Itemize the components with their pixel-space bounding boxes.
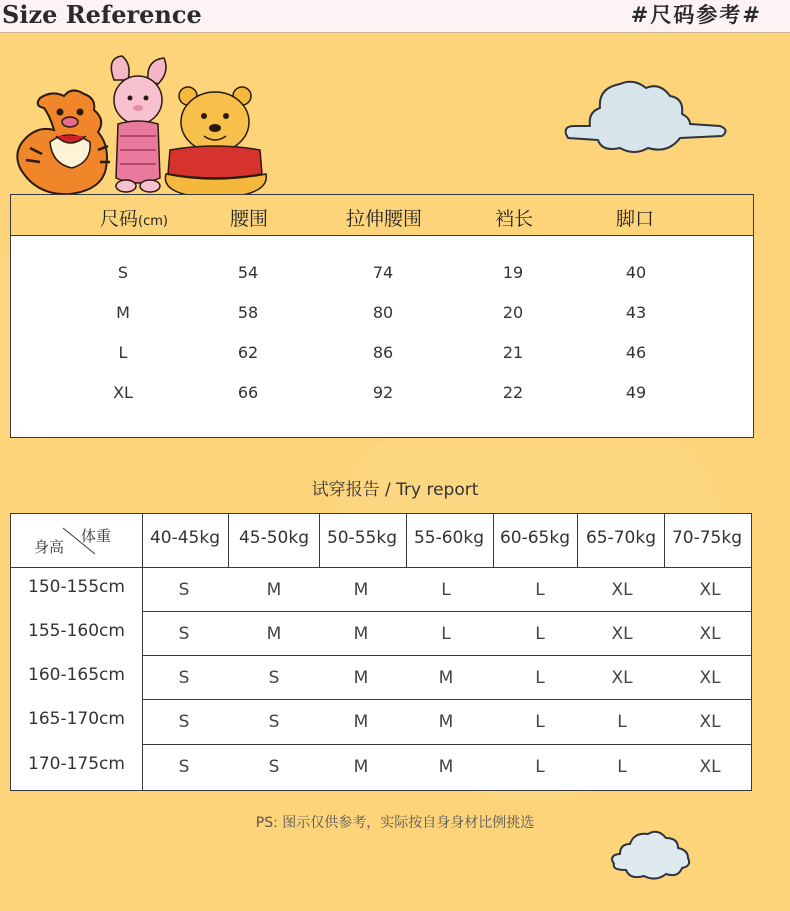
try-report-cn: 试穿报告 bbox=[311, 480, 380, 500]
size-recommendation-cell: S bbox=[178, 757, 190, 777]
size-table bbox=[10, 194, 754, 438]
try-report-title bbox=[0, 475, 790, 500]
hem-header: 脚口 bbox=[615, 208, 655, 230]
mascots-illustration bbox=[10, 50, 280, 202]
grid-line bbox=[142, 744, 751, 745]
size-recommendation-cell: L bbox=[535, 624, 545, 644]
grid-line bbox=[142, 611, 751, 612]
weight-header: 65-70kg bbox=[585, 528, 657, 548]
fit-table bbox=[10, 513, 752, 791]
size-recommendation-cell: M bbox=[438, 712, 454, 732]
grid-line bbox=[142, 655, 751, 656]
grid-line bbox=[142, 514, 143, 567]
grid-line bbox=[577, 514, 578, 567]
size-recommendation-cell: L bbox=[441, 580, 451, 600]
pooh-illustration bbox=[165, 87, 266, 198]
height-label: 155-160cm bbox=[28, 621, 125, 641]
size-recommendation-cell: L bbox=[535, 712, 545, 732]
size-value-cell: 66 bbox=[237, 383, 259, 402]
height-label: 165-170cm bbox=[28, 709, 125, 729]
size-value-cell: 20 bbox=[502, 303, 524, 322]
size-value-cell: 46 bbox=[625, 343, 647, 362]
waist-header: 腰围 bbox=[229, 208, 269, 230]
size-recommendation-cell: L bbox=[535, 580, 545, 600]
grid-line bbox=[406, 514, 407, 567]
size-recommendation-cell: XL bbox=[699, 668, 721, 688]
grid-line bbox=[11, 567, 751, 568]
rise-header: 裆长 bbox=[494, 208, 534, 230]
size-value-cell: 58 bbox=[237, 303, 259, 322]
size-recommendation-cell: L bbox=[535, 757, 545, 777]
size-recommendation-cell: XL bbox=[611, 580, 633, 600]
size-recommendation-cell: XL bbox=[699, 580, 721, 600]
size-label-cell: XL bbox=[113, 383, 133, 402]
size-label-cell: M bbox=[116, 303, 130, 322]
size-recommendation-cell: M bbox=[353, 580, 369, 600]
grid-line bbox=[142, 699, 751, 700]
size-recommendation-cell: M bbox=[438, 757, 454, 777]
size-value-cell: 86 bbox=[372, 343, 394, 362]
size-value-cell: 74 bbox=[372, 263, 394, 282]
size-value-cell: 62 bbox=[237, 343, 259, 362]
size-recommendation-cell: L bbox=[535, 668, 545, 688]
size-header-unit: (cm) bbox=[138, 214, 168, 229]
size-value-cell: 54 bbox=[237, 263, 259, 282]
size-recommendation-cell: M bbox=[353, 668, 369, 688]
size-recommendation-cell: L bbox=[617, 757, 627, 777]
size-header-cell bbox=[100, 204, 168, 231]
size-recommendation-cell: S bbox=[178, 712, 190, 732]
cloud-icon bbox=[608, 826, 694, 884]
size-value-cell: 92 bbox=[372, 383, 394, 402]
size-recommendation-cell: S bbox=[268, 668, 280, 688]
size-recommendation-cell: L bbox=[617, 712, 627, 732]
size-recommendation-cell: L bbox=[441, 624, 451, 644]
size-table-header bbox=[11, 195, 753, 236]
size-recommendation-cell: M bbox=[353, 624, 369, 644]
size-value-cell: 40 bbox=[625, 263, 647, 282]
size-recommendation-cell: XL bbox=[699, 757, 721, 777]
size-recommendation-cell: M bbox=[353, 712, 369, 732]
size-recommendation-cell: S bbox=[178, 624, 190, 644]
weight-header: 50-55kg bbox=[326, 528, 398, 548]
footnote: PS: 图示仅供参考，实际按自身身材比例挑选 bbox=[255, 815, 535, 831]
size-recommendation-cell: XL bbox=[611, 668, 633, 688]
size-value-cell: 22 bbox=[502, 383, 524, 402]
size-recommendation-cell: S bbox=[268, 757, 280, 777]
size-value-cell: 49 bbox=[625, 383, 647, 402]
corner-height-label: 身高 bbox=[34, 538, 65, 556]
size-recommendation-cell: M bbox=[266, 624, 282, 644]
header-tag: #尺码参考# bbox=[630, 3, 762, 27]
size-label-cell: S bbox=[117, 263, 129, 282]
try-report-en: / Try report bbox=[385, 480, 479, 500]
height-label: 170-175cm bbox=[28, 754, 125, 774]
size-recommendation-cell: S bbox=[268, 712, 280, 732]
height-label: 150-155cm bbox=[28, 577, 125, 597]
grid-line bbox=[664, 514, 665, 567]
corner-diagonal bbox=[11, 514, 142, 567]
tigger-illustration bbox=[17, 90, 110, 194]
size-recommendation-cell: XL bbox=[611, 624, 633, 644]
size-value-cell: 43 bbox=[625, 303, 647, 322]
size-value-cell: 21 bbox=[502, 343, 524, 362]
height-label: 160-165cm bbox=[28, 665, 125, 685]
grid-line bbox=[493, 514, 494, 567]
size-header-label: 尺码 bbox=[100, 208, 139, 230]
size-recommendation-cell: M bbox=[266, 580, 282, 600]
size-value-cell: 80 bbox=[372, 303, 394, 322]
weight-header: 70-75kg bbox=[671, 528, 743, 548]
size-recommendation-cell: XL bbox=[699, 624, 721, 644]
weight-header: 60-65kg bbox=[499, 528, 571, 548]
corner-weight-label: 体重 bbox=[81, 527, 112, 545]
grid-line bbox=[319, 514, 320, 567]
weight-header: 40-45kg bbox=[149, 528, 221, 548]
size-recommendation-cell: S bbox=[178, 580, 190, 600]
grid-line bbox=[142, 567, 143, 790]
piglet-illustration bbox=[111, 56, 166, 192]
size-value-cell: 19 bbox=[502, 263, 524, 282]
size-recommendation-cell: M bbox=[438, 668, 454, 688]
size-label-cell: L bbox=[118, 343, 128, 362]
size-recommendation-cell: XL bbox=[699, 712, 721, 732]
cloud-icon bbox=[560, 74, 732, 160]
size-recommendation-cell: M bbox=[353, 757, 369, 777]
grid-line bbox=[228, 514, 229, 567]
page-title: Size Reference bbox=[2, 0, 202, 29]
size-recommendation-cell: S bbox=[178, 668, 190, 688]
header-bar bbox=[0, 0, 790, 33]
weight-header: 55-60kg bbox=[413, 528, 485, 548]
weight-header: 45-50kg bbox=[238, 528, 310, 548]
stretch-waist-header: 拉伸腰围 bbox=[345, 208, 423, 230]
